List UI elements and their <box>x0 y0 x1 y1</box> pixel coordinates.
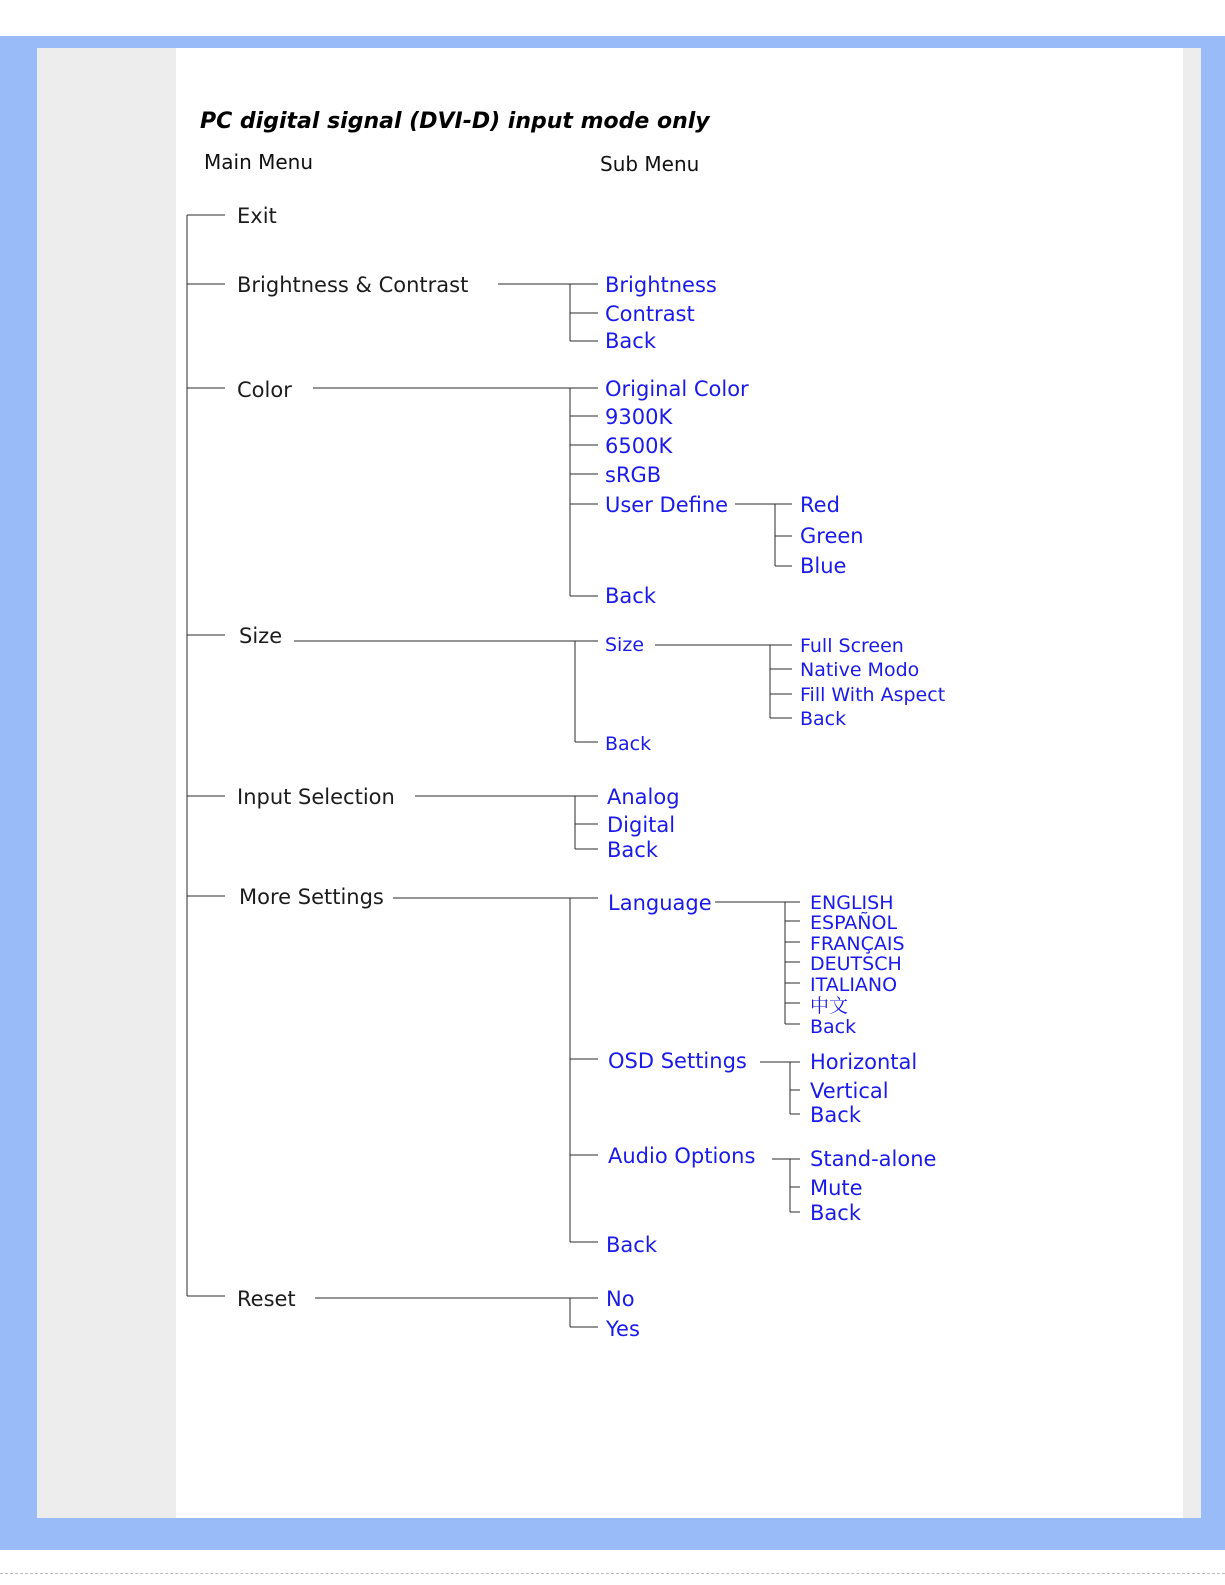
sub-item-back: Back <box>800 708 847 730</box>
sub-item-vertical: Vertical <box>810 1079 889 1103</box>
main-item-reset: Reset <box>237 1287 296 1311</box>
sub-item-stand-alone: Stand-alone <box>810 1147 937 1171</box>
sub-item-analog: Analog <box>607 785 680 809</box>
sub-item-fill-with-aspect: Fill With Aspect <box>800 684 946 706</box>
main-item-size: Size <box>239 624 283 648</box>
sub-menu-header: Sub Menu <box>600 152 700 176</box>
sub-item-size: Size <box>605 634 645 656</box>
main-item-more-settings: More Settings <box>239 885 384 909</box>
sub-item-back: Back <box>810 1016 857 1038</box>
sub-item-back: Back <box>607 838 658 862</box>
sub-item-back: Back <box>605 733 652 755</box>
sub-item-contrast: Contrast <box>605 302 695 326</box>
sub-item-yes: Yes <box>606 1317 640 1341</box>
page-title: PC digital signal (DVI-D) input mode only <box>200 109 710 134</box>
sub-item-english: ENGLISH <box>810 892 894 914</box>
sub-item-back: Back <box>810 1201 861 1225</box>
sub-item-srgb: sRGB <box>605 463 662 487</box>
sub-item-9300k: 9300K <box>605 405 673 429</box>
sub-item-language: Language <box>608 891 712 915</box>
sub-item-brightness: Brightness <box>605 273 717 297</box>
sub-item-italiano: ITALIANO <box>810 974 898 996</box>
sub-item-chinese: 中文 <box>810 995 849 1017</box>
sub-item-user-define: User Define <box>605 493 729 517</box>
main-item-input-selection: Input Selection <box>237 785 395 809</box>
sub-item-blue: Blue <box>800 554 847 578</box>
sub-item-original-color: Original Color <box>605 377 749 401</box>
sub-item-native-modo: Native Modo <box>800 659 920 681</box>
main-item-exit: Exit <box>237 204 277 228</box>
main-item-color: Color <box>237 378 292 402</box>
sub-item-back: Back <box>605 329 656 353</box>
sub-item-audio-options: Audio Options <box>608 1144 756 1168</box>
sub-item-digital: Digital <box>607 813 676 837</box>
sub-item-back: Back <box>810 1103 861 1127</box>
sub-item-horizontal: Horizontal <box>810 1050 918 1074</box>
sub-item-back: Back <box>606 1233 657 1257</box>
sub-item-deutsch: DEUTSCH <box>810 953 902 975</box>
sub-item-osd-settings: OSD Settings <box>608 1049 747 1073</box>
main-item-brightness-contrast: Brightness & Contrast <box>237 273 469 297</box>
sub-item-red: Red <box>800 493 840 517</box>
sub-item-6500k: 6500K <box>605 434 673 458</box>
sub-item-no: No <box>606 1287 635 1311</box>
sub-item-back: Back <box>605 584 656 608</box>
sub-item-espanol: ESPAÑOL <box>810 912 898 934</box>
sub-item-green: Green <box>800 524 864 548</box>
main-menu-header: Main Menu <box>204 150 314 174</box>
sub-item-francais: FRANÇAIS <box>810 933 905 955</box>
sub-item-full-screen: Full Screen <box>800 635 904 657</box>
sub-item-mute: Mute <box>810 1176 863 1200</box>
